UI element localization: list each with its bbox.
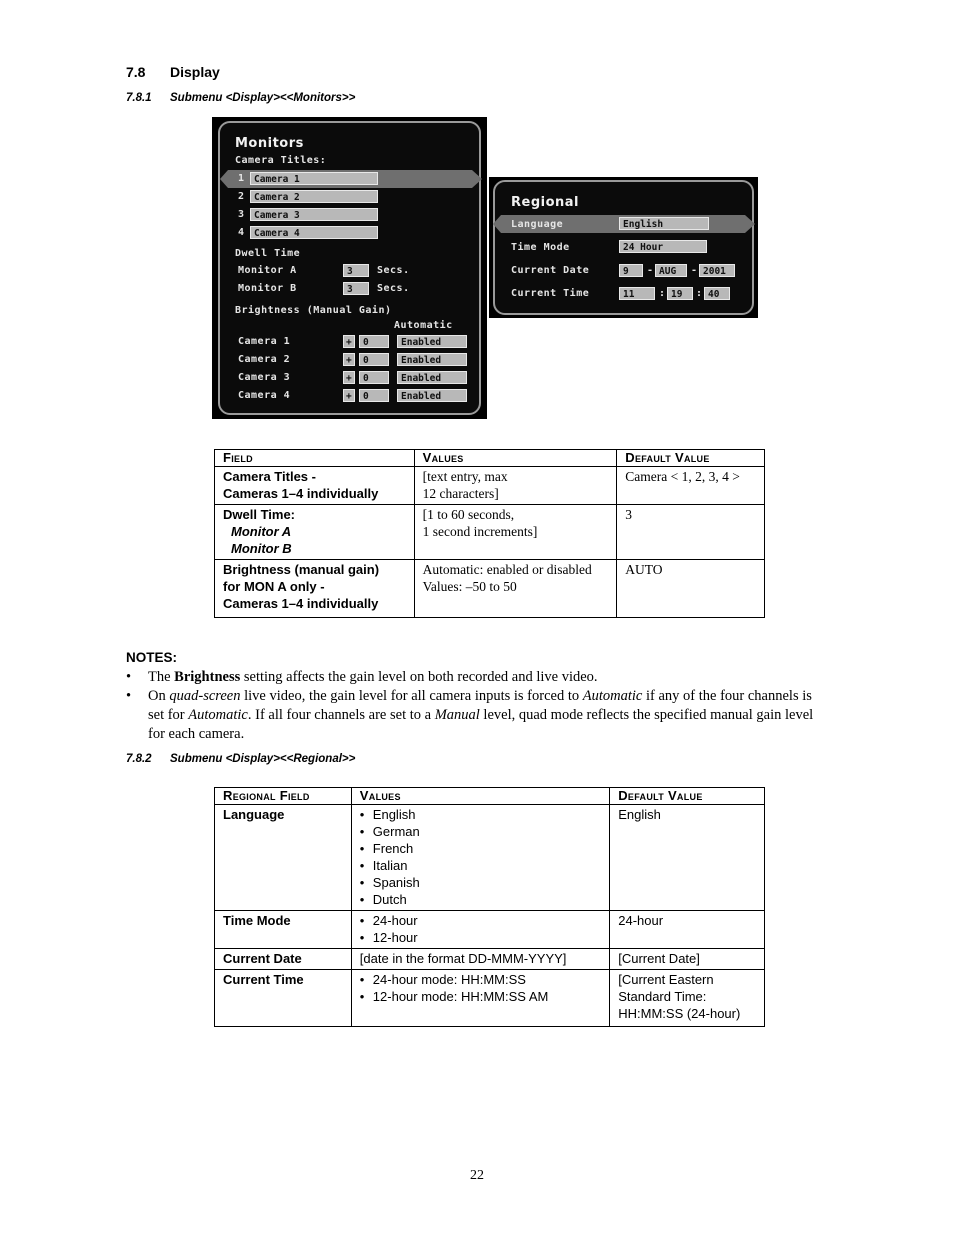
list-item: • 12-hour xyxy=(360,929,601,946)
monitors-settings-table xyxy=(214,449,765,618)
table-row xyxy=(215,560,765,618)
dwell-monitor-a-label: Monitor A xyxy=(238,265,297,276)
note-text: The xyxy=(148,669,175,685)
values-line: Automatic: enabled or disabled xyxy=(422,562,592,577)
brightness-camera-4-value[interactable]: 0 xyxy=(359,389,389,402)
table-row xyxy=(215,505,765,560)
time-separator-1: : xyxy=(659,288,666,299)
values-line: [text entry, max xyxy=(422,469,508,484)
default-cell: Camera < 1, 2, 3, 4 > xyxy=(617,467,765,505)
list-item: • 12-hour mode: HH:MM:SS AM xyxy=(360,988,601,1005)
brightness-camera-3-label: Camera 3 xyxy=(238,372,291,383)
time-separator-2: : xyxy=(696,288,703,299)
camera-index-3: 3 xyxy=(238,209,245,220)
note-emphasis: quad-screen xyxy=(169,688,241,704)
values-cell xyxy=(351,911,609,949)
table-row xyxy=(215,949,765,970)
values-line: Values: –50 to 50 xyxy=(422,579,517,594)
date-year-field[interactable]: 2001 xyxy=(699,264,735,277)
camera-index-1: 1 xyxy=(238,173,245,184)
brightness-camera-4-auto[interactable]: Enabled xyxy=(397,389,467,402)
time-mode-field[interactable]: 24 Hour xyxy=(619,240,707,253)
dwell-time-label: Dwell Time xyxy=(235,248,301,259)
time-second-field[interactable]: 40 xyxy=(704,287,730,300)
note-text: setting affects the gain level on both recorded and live video. xyxy=(240,669,598,685)
brightness-camera-1-value[interactable]: 0 xyxy=(359,335,389,348)
brightness-camera-1-sign[interactable]: + xyxy=(343,335,355,348)
bullet: • xyxy=(126,669,132,685)
field-line: Cameras 1–4 individually xyxy=(223,596,379,611)
field-cell: Time Mode xyxy=(215,911,352,949)
header-regional-field: Regional Field xyxy=(215,788,352,805)
default-cell: English xyxy=(610,805,765,911)
time-minute-field[interactable]: 19 xyxy=(667,287,693,300)
camera-title-field-4[interactable]: Camera 4 xyxy=(250,226,378,239)
default-line: HH:MM:SS (24-hour) xyxy=(618,1006,741,1021)
default-cell: 24-hour xyxy=(610,911,765,949)
field-cell xyxy=(215,467,415,505)
default-cell xyxy=(610,970,765,1027)
field-cell: Language xyxy=(215,805,352,911)
field-cell xyxy=(215,560,415,618)
note-emphasis: Manual xyxy=(434,707,480,723)
current-time-label: Current Time xyxy=(511,288,590,299)
header-field: Field xyxy=(215,450,415,467)
brightness-camera-4-sign[interactable]: + xyxy=(343,389,355,402)
values-line: 12 characters] xyxy=(422,486,499,501)
header-default-value: Default Value xyxy=(617,450,765,467)
list-item: • 24-hour mode: HH:MM:SS xyxy=(360,971,601,988)
values-cell: [date in the format DD-MMM-YYYY] xyxy=(351,949,609,970)
date-month-field[interactable]: AUG xyxy=(655,264,687,277)
section-heading: 7.8 Display xyxy=(126,64,220,80)
default-cell: 3 xyxy=(617,505,765,560)
note-text: On xyxy=(148,688,170,704)
table-row xyxy=(215,911,765,949)
list-item: • German xyxy=(360,823,601,840)
note-text: live video, the gain level for all camera inputs is forced to xyxy=(240,688,583,704)
note-text: level, quad mode reflects the specified manual gain level for each camera. xyxy=(148,707,814,742)
list-item: • Dutch xyxy=(360,891,601,908)
monitors-osd-screenshot xyxy=(212,117,487,419)
field-line: for MON A only - xyxy=(223,579,325,594)
brightness-camera-3-sign[interactable]: + xyxy=(343,371,355,384)
header-default-value: Default Value xyxy=(610,788,765,805)
field-cell: Current Date xyxy=(215,949,352,970)
field-line: Cameras 1–4 individually xyxy=(223,486,379,501)
date-separator-2: - xyxy=(691,265,698,276)
header-values: Values xyxy=(351,788,609,805)
note-emphasis: Brightness xyxy=(174,669,241,685)
default-line: Standard Time: xyxy=(618,989,707,1004)
note-emphasis: Automatic xyxy=(582,688,643,704)
field-line: Brightness (manual gain) xyxy=(223,562,380,577)
date-separator-1: - xyxy=(647,265,654,276)
table-row xyxy=(215,805,765,911)
regional-settings-table xyxy=(214,787,765,1027)
brightness-camera-3-value[interactable]: 0 xyxy=(359,371,389,384)
subsection-heading-monitors: 7.8.1 Submenu <Display><<Monitors>> xyxy=(126,92,356,104)
values-line: 1 second increments] xyxy=(422,524,538,539)
list-item: • English xyxy=(360,806,601,823)
table-header-row xyxy=(215,450,765,467)
values-cell xyxy=(351,970,609,1027)
field-cell xyxy=(215,505,415,560)
brightness-camera-1-auto[interactable]: Enabled xyxy=(397,335,467,348)
list-item: • French xyxy=(360,840,601,857)
monitors-title: Monitors xyxy=(235,136,304,151)
brightness-camera-4-label: Camera 4 xyxy=(238,390,291,401)
values-cell xyxy=(351,805,609,911)
list-item: • Spanish xyxy=(360,874,601,891)
notes-heading: NOTES: xyxy=(126,650,178,665)
header-values: Values xyxy=(414,450,617,467)
camera-title-field-1[interactable]: Camera 1 xyxy=(250,172,378,185)
language-field[interactable]: English xyxy=(619,217,709,230)
list-item: • Italian xyxy=(360,857,601,874)
brightness-camera-2-label: Camera 2 xyxy=(238,354,291,365)
camera-title-field-3[interactable]: Camera 3 xyxy=(250,208,378,221)
note-text: if any of the four channels is set for xyxy=(148,688,812,723)
camera-title-field-2[interactable]: Camera 2 xyxy=(250,190,378,203)
subsection-heading-regional: 7.8.2 Submenu <Display><<Regional>> xyxy=(126,753,356,765)
brightness-camera-1-label: Camera 1 xyxy=(238,336,291,347)
list-item: • 24-hour xyxy=(360,912,601,929)
table-row xyxy=(215,970,765,1027)
brightness-label: Brightness (Manual Gain) xyxy=(235,305,392,316)
default-line: [Current Eastern xyxy=(618,972,714,987)
field-line: Camera Titles - xyxy=(223,469,316,484)
brightness-camera-2-value[interactable]: 0 xyxy=(359,353,389,366)
camera-titles-label: Camera Titles: xyxy=(235,155,327,166)
current-date-label: Current Date xyxy=(511,265,590,276)
bullet: • xyxy=(126,688,132,704)
field-subline: Monitor B xyxy=(231,541,292,556)
time-hour-field[interactable]: 11 xyxy=(619,287,655,300)
table-row xyxy=(215,467,765,505)
table-header-row xyxy=(215,788,765,805)
field-cell: Current Time xyxy=(215,970,352,1027)
camera-index-4: 4 xyxy=(238,227,245,238)
dwell-monitor-b-field[interactable]: 3 xyxy=(343,282,369,295)
dwell-monitor-a-field[interactable]: 3 xyxy=(343,264,369,277)
values-cell xyxy=(414,467,617,505)
regional-title: Regional xyxy=(511,195,580,210)
default-cell: [Current Date] xyxy=(610,949,765,970)
dwell-monitor-b-label: Monitor B xyxy=(238,283,297,294)
automatic-label: Automatic xyxy=(394,320,453,331)
note-emphasis: Automatic xyxy=(188,707,248,723)
values-cell xyxy=(414,505,617,560)
note-item-1 xyxy=(126,668,820,687)
default-cell: AUTO xyxy=(617,560,765,618)
note-text: . If all four channels are set to a xyxy=(247,707,435,723)
field-line: Dwell Time: xyxy=(223,507,296,522)
page-number: 22 xyxy=(470,1168,484,1183)
time-mode-label: Time Mode xyxy=(511,242,570,253)
values-line: [1 to 60 seconds, xyxy=(422,507,515,522)
values-cell xyxy=(414,560,617,618)
language-label: Language xyxy=(511,219,564,230)
camera-index-2: 2 xyxy=(238,191,245,202)
dwell-monitor-a-unit: Secs. xyxy=(377,265,410,276)
field-subline: Monitor A xyxy=(231,524,292,539)
regional-osd-screenshot xyxy=(489,177,758,318)
dwell-monitor-b-unit: Secs. xyxy=(377,283,410,294)
note-item-2 xyxy=(126,687,820,744)
brightness-camera-2-sign[interactable]: + xyxy=(343,353,355,366)
date-day-field[interactable]: 9 xyxy=(619,264,643,277)
brightness-camera-2-auto[interactable]: Enabled xyxy=(397,353,467,366)
brightness-camera-3-auto[interactable]: Enabled xyxy=(397,371,467,384)
notes-list xyxy=(126,668,820,744)
